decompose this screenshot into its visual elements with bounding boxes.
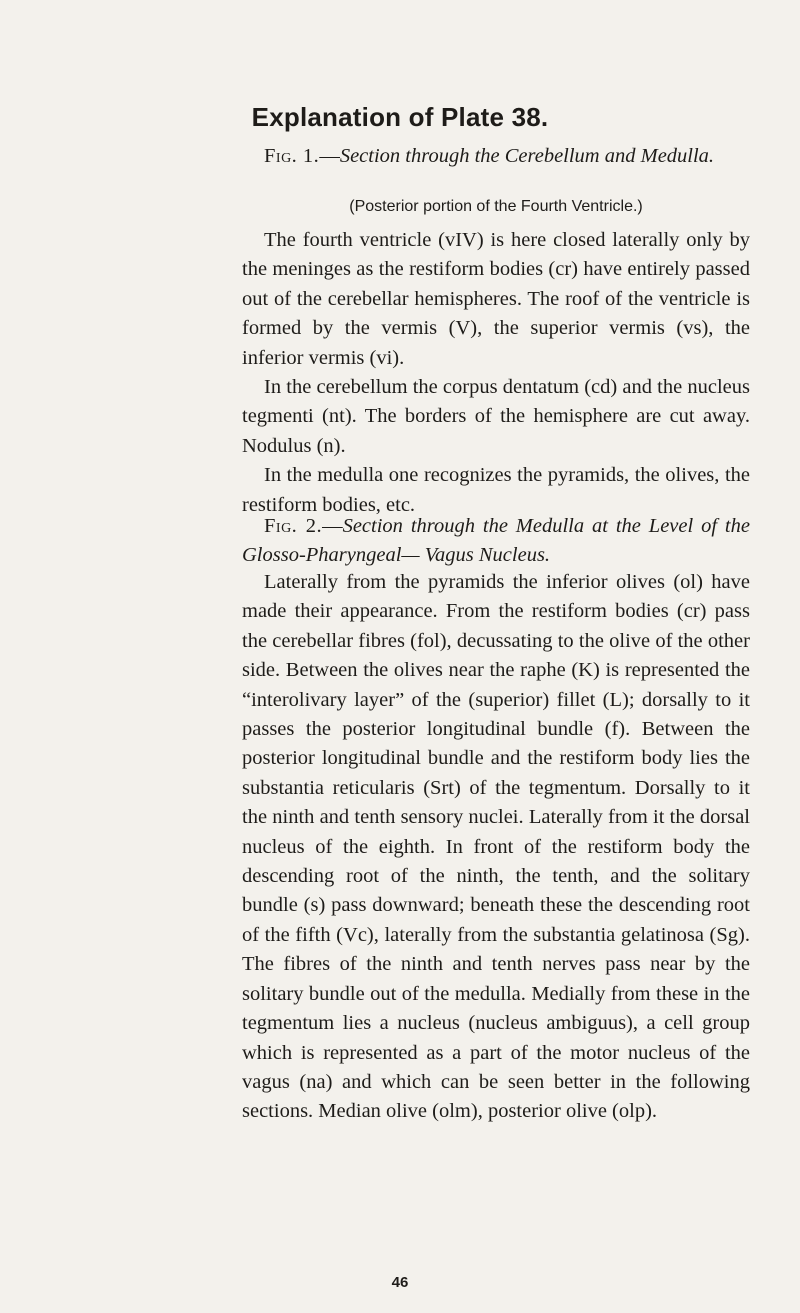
fig1-heading [242,142,750,171]
fig2-dash: — [322,515,343,537]
plate-title: Explanation of Plate 38. [251,102,549,132]
fig1-paragraph-3: In the medulla one recognizes the pyramids, the olives, the restiform bodies, etc. [242,464,750,516]
fig1-dash: — [319,145,340,167]
fig1-subtitle: (Posterior portion of the Fourth Ventricle.) [349,198,643,215]
fig1-label: Fig. 1. [264,145,320,167]
fig1-paragraph-1: The fourth ventricle (vIV) is here closed laterally only by the meninges as the restiform bodies (cr) have entirely passed out of the cerebellar hemispheres. The roof of the ventricle is formed by the vermis (V), the superior vermis (vs), the inferior vermis (vi). [242,229,750,369]
fig1-body [242,226,750,520]
fig2-label: Fig. 2. [264,515,323,537]
fig2-paragraph-1: Laterally from the pyramids the inferior olives (ol) have made their appearance. From the restiform bodies (cr) pass the cerebellar fibres (fol), decussating to the olive of the other side. Between the olives near the raphe (K) is represented the “interolivary layer” of the (superior) fillet (L); dorsally to it passes the posterior longitudinal bundle (f). Between the posterior longitudinal bundle and the restiform body lies the substantia reticularis (Srt) of the tegmentum. Dorsally to it the ninth and tenth sensory nuclei. Laterally from it the dorsal nucleus of the eighth. In front of the restiform body the descending root of the ninth, the tenth, and the solitary bundle (s) pass downward; beneath these the descending root of the fifth (Vc), laterally from the substantia gelatinosa (Sg). The fibres of the ninth and tenth nerves pass near by the solitary bundle out of the medulla. Medially from these in the tegmentum lies a nucleus (nucleus ambiguus), a cell group which is represented as a part of the motor nucleus of the vagus (na) and which can be seen better in the following sections. Median olive (olm), posterior olive (olp). [242,571,750,1123]
page-number: 46 [391,1274,409,1291]
fig1-caption: Section through the Cerebellum and Medulla. [339,145,715,167]
fig1-paragraph-2: In the cerebellum the corpus dentatum (cd) and the nucleus tegmenti (nt). The borders of the hemisphere are cut away. Nodulus (n). [242,376,750,457]
fig2-body [242,568,750,1127]
fig2-heading [242,512,750,571]
fig2-caption: Section through the Medulla at the Level of the Glosso-Pharyngeal— Vagus Nucleus. [242,515,750,567]
